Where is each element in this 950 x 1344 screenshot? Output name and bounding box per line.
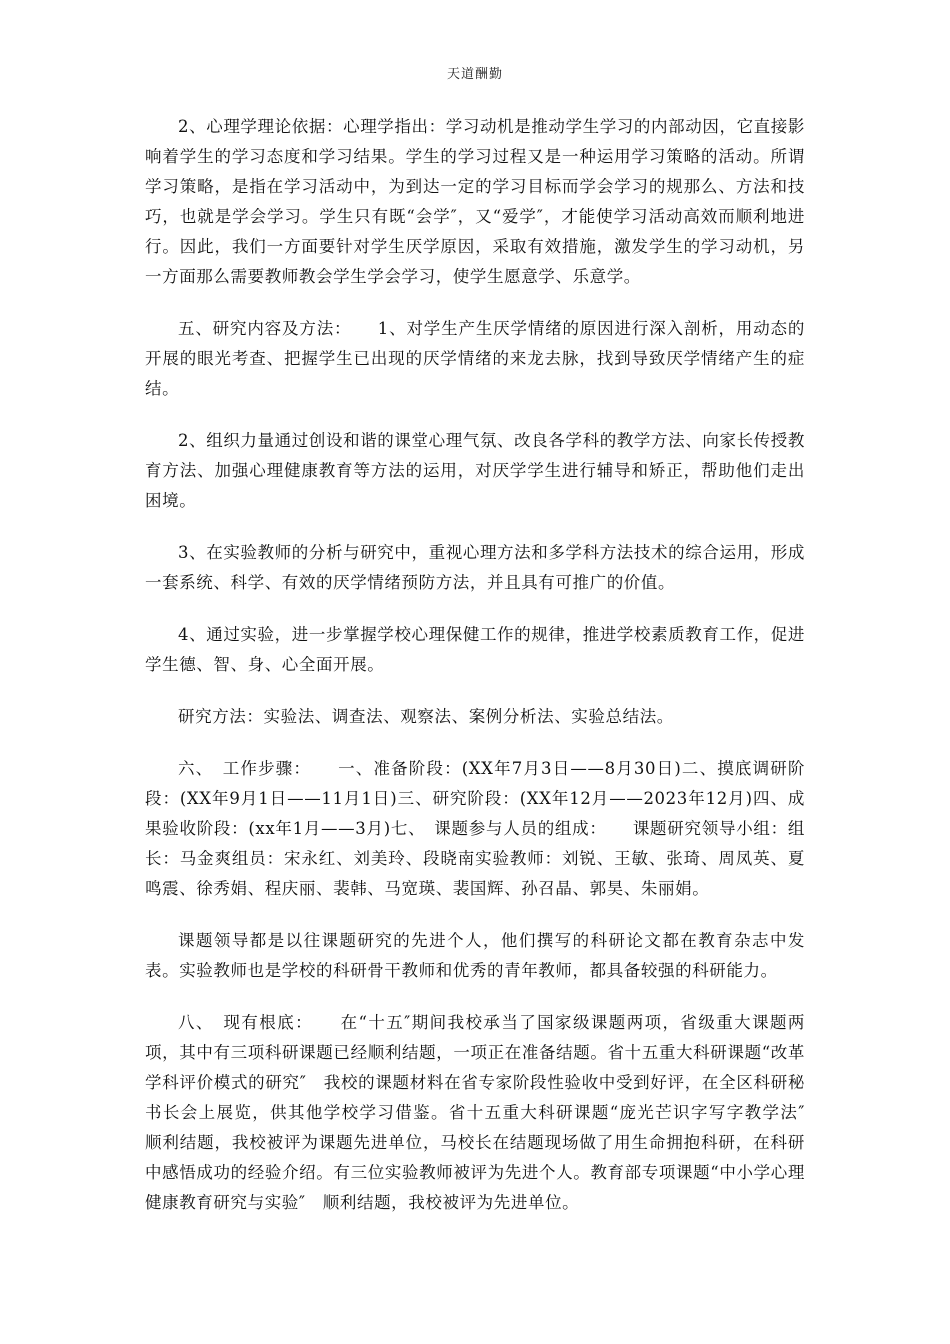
paragraph-research-content-4: 4、通过实验，进一步掌握学校心理保健工作的规律，推进学校素质教育工作，促进学生德、智、身、心全面开展。 [145, 625, 805, 674]
page-header: 天道酬勤 [446, 67, 503, 82]
paragraph-psychology-basis: 2、心理学理论依据：心理学指出：学习动机是推动学生学习的内部动因，它直接影响着学生的学习态度和学习结果。学生的学习过程又是一种运用学习策略的活动。所谓学习策略，是指在学习活动中，为到达一定的学习目标而学会学习的规那么、方法和技巧，也就是学会学习。学生只有既“会学″，又“爱学″，才能使学习活动高效而顺利地进行。因此，我们一方面要针对学生厌学原因，采取有效措施，激发学生的学习动机，另一方面那么需要教师教会学生学会学习，使学生愿意学、乐意学。 [145, 117, 805, 286]
paragraph-research-content-3: 3、在实验教师的分析与研究中，重视心理方法和多学科方法技术的综合运用，形成一套系统、科学、有效的厌学情绪预防方法，并且具有可推广的价值。 [145, 543, 805, 592]
paragraph-research-content-1: 五、研究内容及方法： 1、对学生产生厌学情绪的原因进行深入剖析，用动态的开展的眼光考查、把握学生已出现的厌学情绪的来龙去脉，找到导致厌学情绪产生的症结。 [145, 319, 805, 398]
paragraph-work-steps: 六、 工作步骤： 一、准备阶段：(XX年7月3日——8月30日)二、摸底调研阶段：(XX年9月1日——11月1日)三、研究阶段：(XX年12月——2023年12月)四、成果验收阶段：(xx年1月——3月)七、 课题参与人员的组成： 课题研究领导小组：组长：马金爽组员：宋永红、刘美玲、段晓南实验教师：刘锐、王敏、张琦、周凤英、夏鸣震、徐秀娟、程庆丽、裴韩、马宽瑛、裴国辉、孙召晶、郭昊、朱丽娟。 [145, 759, 805, 898]
paragraph-team-leaders: 课题领导都是以往课题研究的先进个人，他们撰写的科研论文都在教育杂志中发表。实验教师也是学校的科研骨干教师和优秀的青年教师，都具备较强的科研能力。 [145, 931, 805, 980]
paragraph-research-content-2: 2、组织力量通过创设和谐的课堂心理气氛、改良各学科的教学方法、向家长传授教育方法、加强心理健康教育等方法的运用，对厌学学生进行辅导和矫正，帮助他们走出困境。 [145, 431, 805, 510]
paragraph-research-methods: 研究方法：实验法、调查法、观察法、案例分析法、实验总结法。 [178, 707, 674, 726]
document-body [145, 112, 823, 1240]
paragraph-existing-foundation: 八、 现有根底： 在“十五″期间我校承当了国家级课题两项，省级重大课题两项，其中有三项科研课题已经顺利结题，一项正在准备结题。省十五重大科研课题“改革学科评价模式的研究″ 我校的课题材料在省专家阶段性验收中受到好评，在全区科研秘书长会上展览，供其他学校学习借鉴。省十五重大科研课题“庞光芒识字写字教学法″ 顺利结题，我校被评为课题先进单位，马校长在结题现场做了用生命拥抱科研，在科研中感悟成功的经验介绍。有三位实验教师被评为先进个人。教育部专项课题“中小学心理健康教育研究与实验″ 顺利结题，我校被评为先进单位。 [145, 1013, 823, 1212]
